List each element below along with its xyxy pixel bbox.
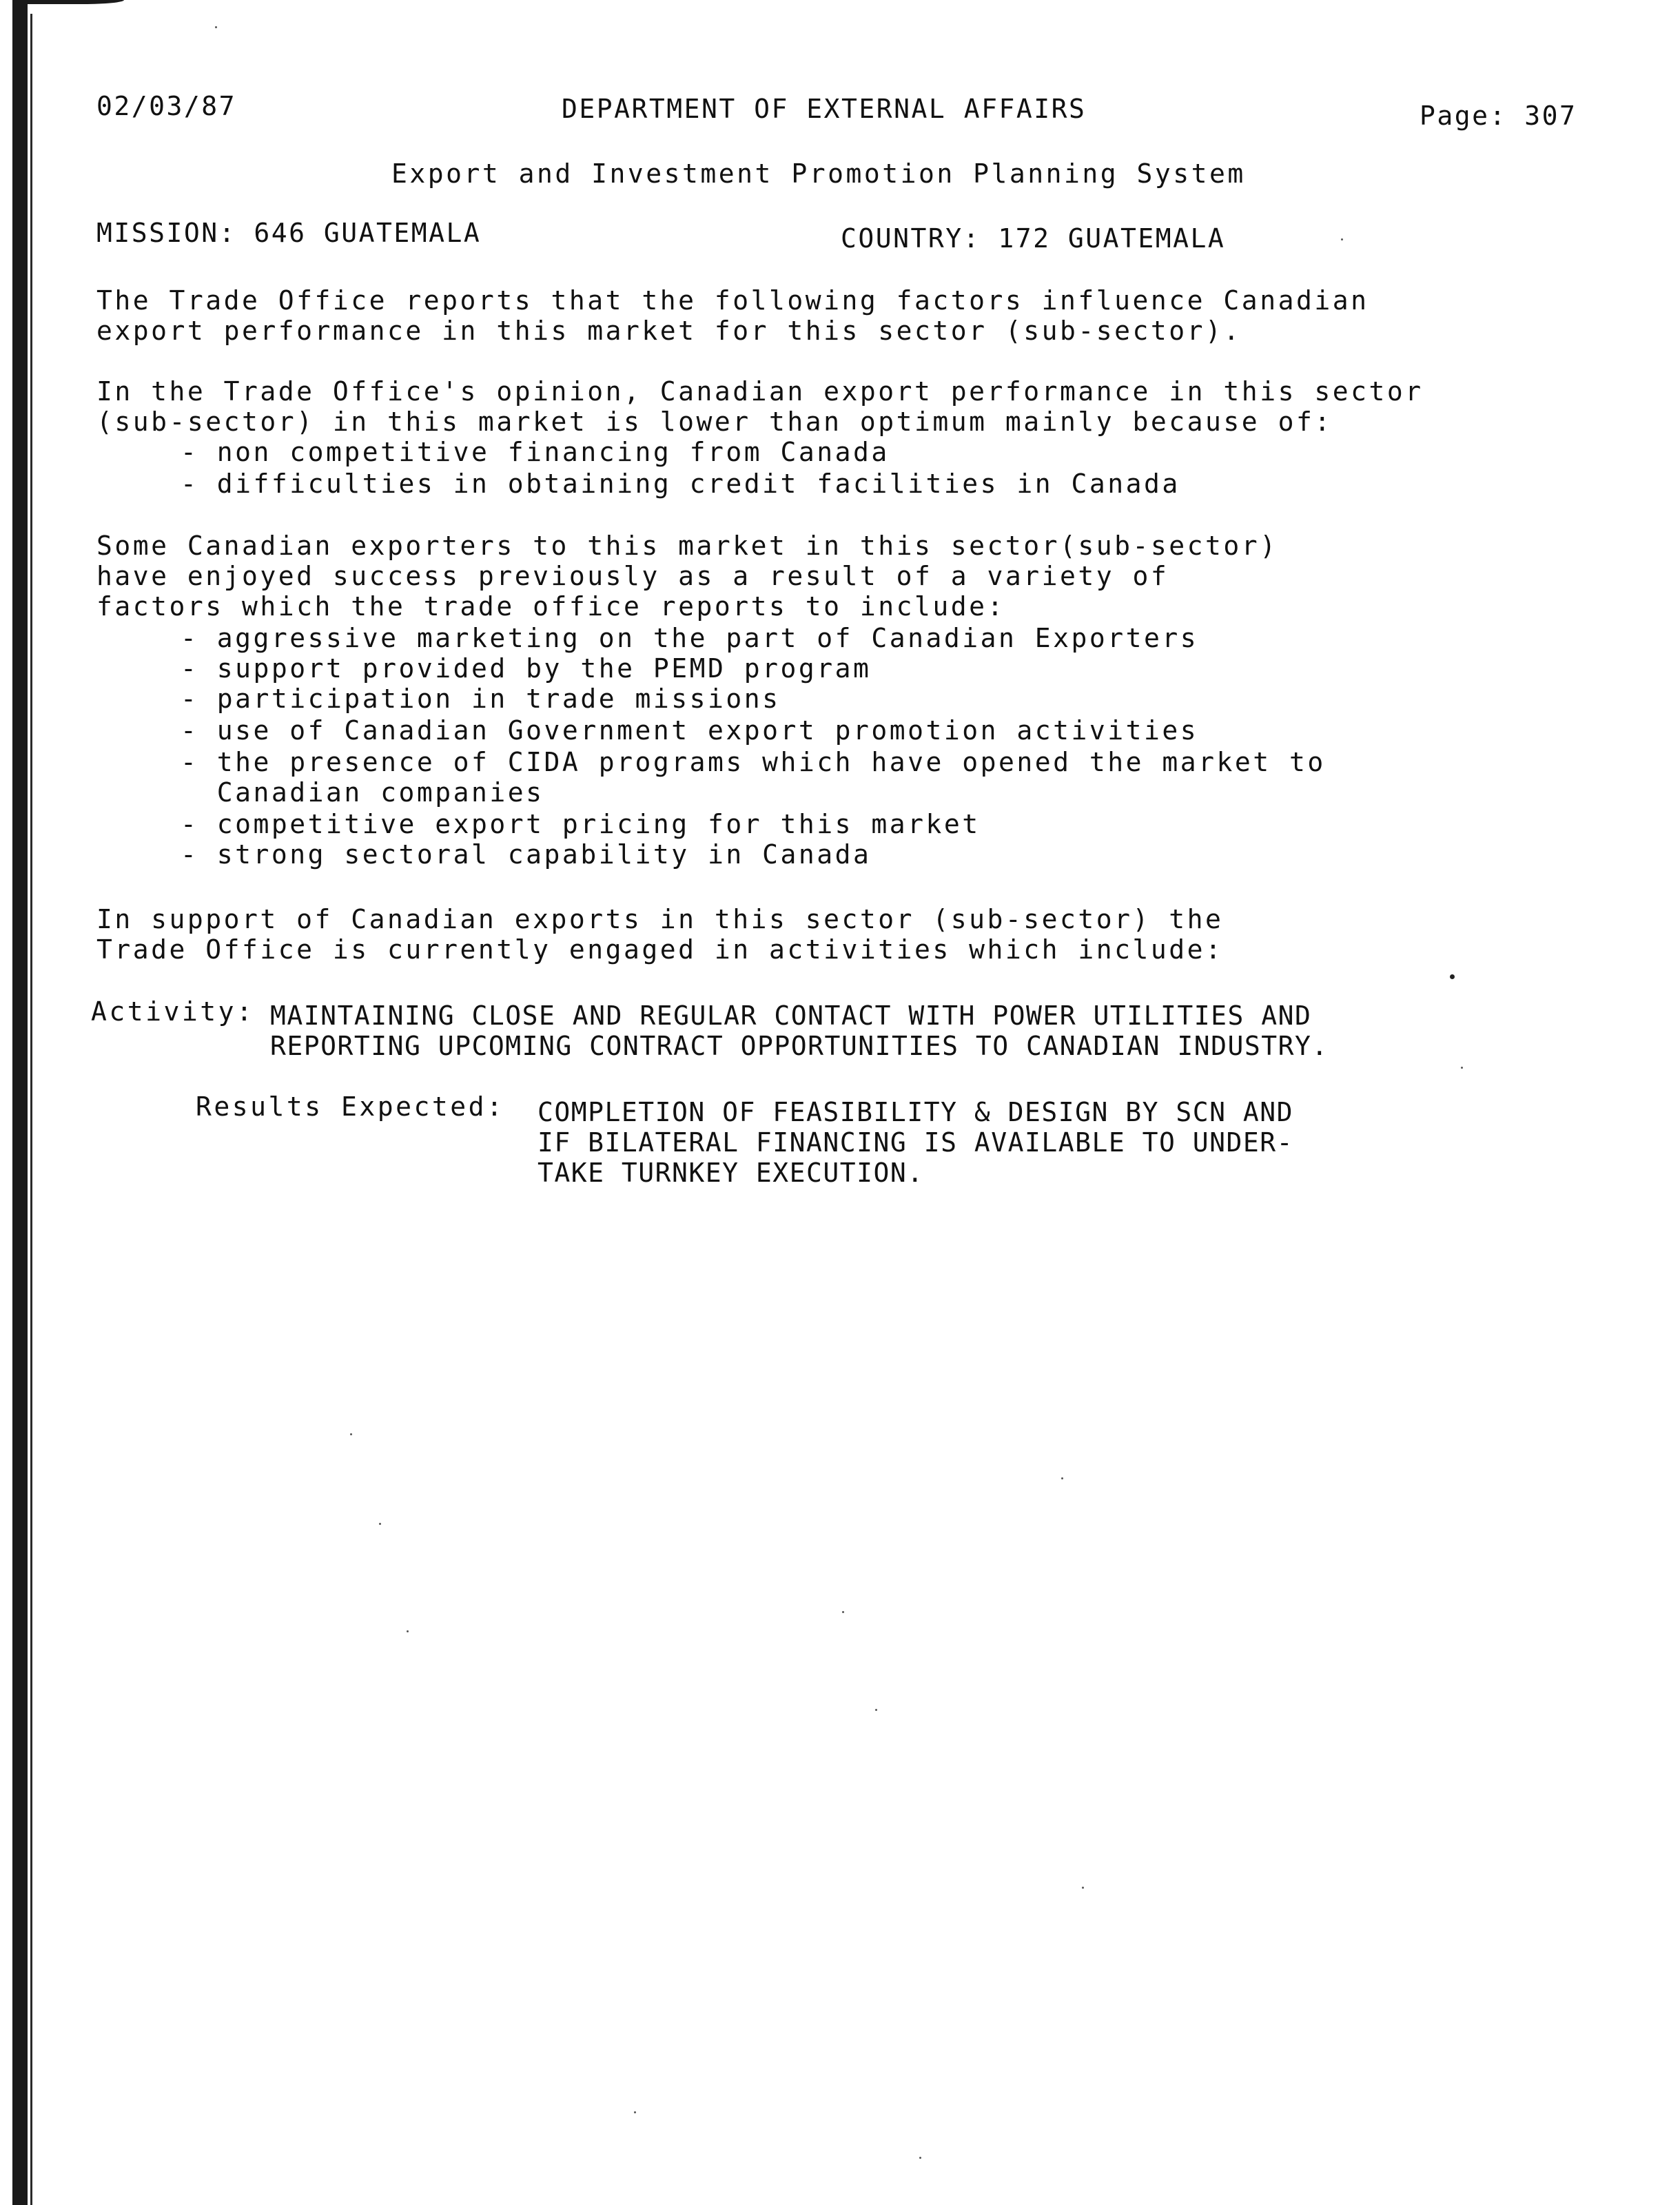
success-list-item: - use of Canadian Government export promotion activities bbox=[181, 715, 1199, 746]
success-list-item: - strong sectoral capability in Canada bbox=[181, 839, 872, 870]
system-title: Export and Investment Promotion Planning System bbox=[391, 158, 1246, 189]
intro-line: export performance in this market for this sector (sub-sector). bbox=[96, 316, 1242, 346]
activity-label: Activity: bbox=[91, 996, 255, 1027]
scan-speck bbox=[875, 1709, 877, 1711]
scan-speck bbox=[1341, 238, 1343, 240]
success-list-item: - the presence of CIDA programs which have opened the market to bbox=[181, 747, 1326, 777]
results-line: COMPLETION OF FEASIBILITY & DESIGN BY SCN AND bbox=[537, 1097, 1294, 1127]
success-line: have enjoyed success previously as a result of a variety of bbox=[96, 561, 1169, 591]
activity-line: REPORTING UPCOMING CONTRACT OPPORTUNITIES TO CANADIAN INDUSTRY. bbox=[270, 1031, 1329, 1061]
page-number: Page: 307 bbox=[1420, 101, 1577, 131]
success-list-item: Canadian companies bbox=[181, 777, 544, 808]
results-label: Results Expected: bbox=[196, 1091, 505, 1122]
success-line: Some Canadian exporters to this market in this sector(sub-sector) bbox=[96, 531, 1278, 561]
intro-line: The Trade Office reports that the following factors influence Canadian bbox=[96, 285, 1369, 316]
scan-speck bbox=[1461, 1067, 1463, 1069]
scan-speck bbox=[919, 2157, 921, 2159]
success-list-item: - aggressive marketing on the part of Canadian Exporters bbox=[181, 623, 1199, 653]
scan-speck bbox=[1061, 1477, 1063, 1479]
opinion-line: In the Trade Office's opinion, Canadian export performance in this sector bbox=[96, 376, 1424, 407]
scan-speck bbox=[634, 2111, 636, 2113]
scan-speck bbox=[215, 26, 217, 28]
page-curl bbox=[28, 0, 124, 4]
report-date: 02/03/87 bbox=[96, 91, 237, 121]
scan-speck bbox=[350, 1433, 352, 1435]
opinion-list-item: - non competitive financing from Canada bbox=[181, 437, 890, 467]
opinion-line: (sub-sector) in this market is lower than optimum mainly because of: bbox=[96, 407, 1333, 437]
activity-line: MAINTAINING CLOSE AND REGULAR CONTACT WITH POWER UTILITIES AND bbox=[270, 1001, 1312, 1031]
scan-speck bbox=[379, 1523, 381, 1525]
mission-line: MISSION: 646 GUATEMALA bbox=[96, 218, 482, 248]
success-list-item: - support provided by the PEMD program bbox=[181, 653, 872, 684]
results-line: IF BILATERAL FINANCING IS AVAILABLE TO UNDER- bbox=[537, 1127, 1294, 1158]
results-line: TAKE TURNKEY EXECUTION. bbox=[537, 1158, 924, 1188]
scan-speck bbox=[1082, 1887, 1084, 1889]
support-line: In support of Canadian exports in this sector (sub-sector) the bbox=[96, 904, 1224, 934]
scan-speck bbox=[842, 1611, 844, 1613]
department-name: DEPARTMENT OF EXTERNAL AFFAIRS bbox=[562, 94, 1087, 124]
scan-speck bbox=[1450, 974, 1455, 979]
success-line: factors which the trade office reports to include: bbox=[96, 591, 1005, 622]
support-line: Trade Office is currently engaged in activities which include: bbox=[96, 934, 1224, 965]
success-list-item: - participation in trade missions bbox=[181, 684, 781, 714]
scan-speck bbox=[407, 1630, 409, 1632]
binding-edge-line bbox=[30, 14, 32, 2205]
binding-edge bbox=[12, 0, 28, 2205]
country-line: COUNTRY: 172 GUATEMALA bbox=[841, 223, 1226, 254]
opinion-list-item: - difficulties in obtaining credit facilities in Canada bbox=[181, 469, 1180, 499]
success-list-item: - competitive export pricing for this market bbox=[181, 809, 981, 839]
